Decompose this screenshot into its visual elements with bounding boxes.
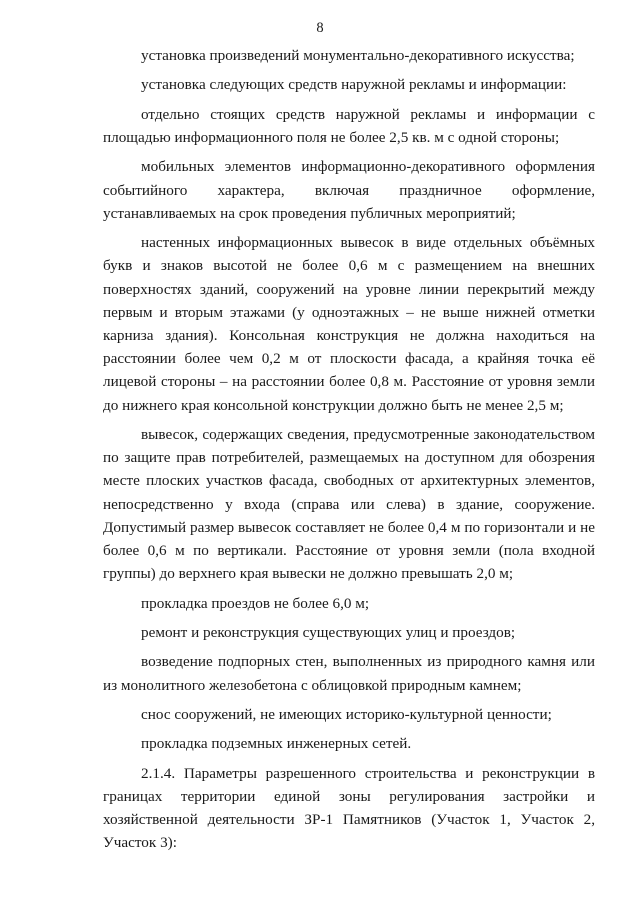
paragraph-street-repair: ремонт и реконструкция существующих улиц и проездов; xyxy=(141,623,516,641)
paragraph-wall-signs: настенных информационных вывесок в виде отдельных объёмных букв и знаков высотой не более 0,6 м с размещением на внешних поверхностях зданий, сооружений на уровне линии перекрытий между первым и вторым этажами (у одноэтажных – не выше нижней отметки карниза здания). Консольная конструкция не должна находиться на расстоянии более чем 0,2 м от плоскости фасада, а крайняя точка её лицевой стороны – на расстоянии более 0,8 м. Расстояние от уровня земли до нижнего края консольной конструкции должно быть не менее 2,5 м; xyxy=(103,234,595,414)
document-body xyxy=(103,44,595,861)
paragraph-retaining-walls: возведение подпорных стен, выполненных из природного камня или из монолитного железобетона с облицовкой природным камнем; xyxy=(103,653,595,694)
paragraph-freestanding-ads: отдельно стоящих средств наружной рекламы и информации с площадью информационного поля не более 2,5 кв. м с одной стороны; xyxy=(103,105,595,146)
paragraph-driveways: прокладка проездов не более 6,0 м; xyxy=(141,594,370,612)
paragraph-mobile-elements: мобильных элементов информационно-декоративного оформления событийного характера, включая праздничное оформление, устанавливаемых на срок проведения публичных мероприятий; xyxy=(103,158,595,222)
paragraph-consumer-signs: вывесок, содержащих сведения, предусмотренные законодательством по защите прав потребителей, размещаемых на доступном для обозрения месте плоских участков фасада, свободных от архитектурных элементов, непосредственно у входа (справа или слева) в здание, сооружение. Допустимый размер вывесок составляет не более 0,4 м по горизонтали и не более 0,6 м по вертикали. Расстояние от уровня земли (пола входной группы) до верхнего края вывески не должно превышать 2,0 м; xyxy=(103,425,595,583)
page-number: 8 xyxy=(316,20,324,36)
paragraph-demolition: снос сооружений, не имеющих историко-культурной ценности; xyxy=(141,705,552,723)
paragraph-advertising-intro: установка следующих средств наружной рекламы и информации: xyxy=(141,76,567,94)
paragraph-section-2-1-4: 2.1.4. Параметры разрешенного строительства и реконструкции в границах территории единой зоны регулирования застройки и хозяйственной деятельности ЗР-1 Памятников (Участок 1, Участок 2, Участок 3): xyxy=(103,764,595,852)
paragraph-utility-networks: прокладка подземных инженерных сетей. xyxy=(141,735,412,753)
paragraph-monumental-art: установка произведений монументально-декоративного искусства; xyxy=(141,47,575,64)
